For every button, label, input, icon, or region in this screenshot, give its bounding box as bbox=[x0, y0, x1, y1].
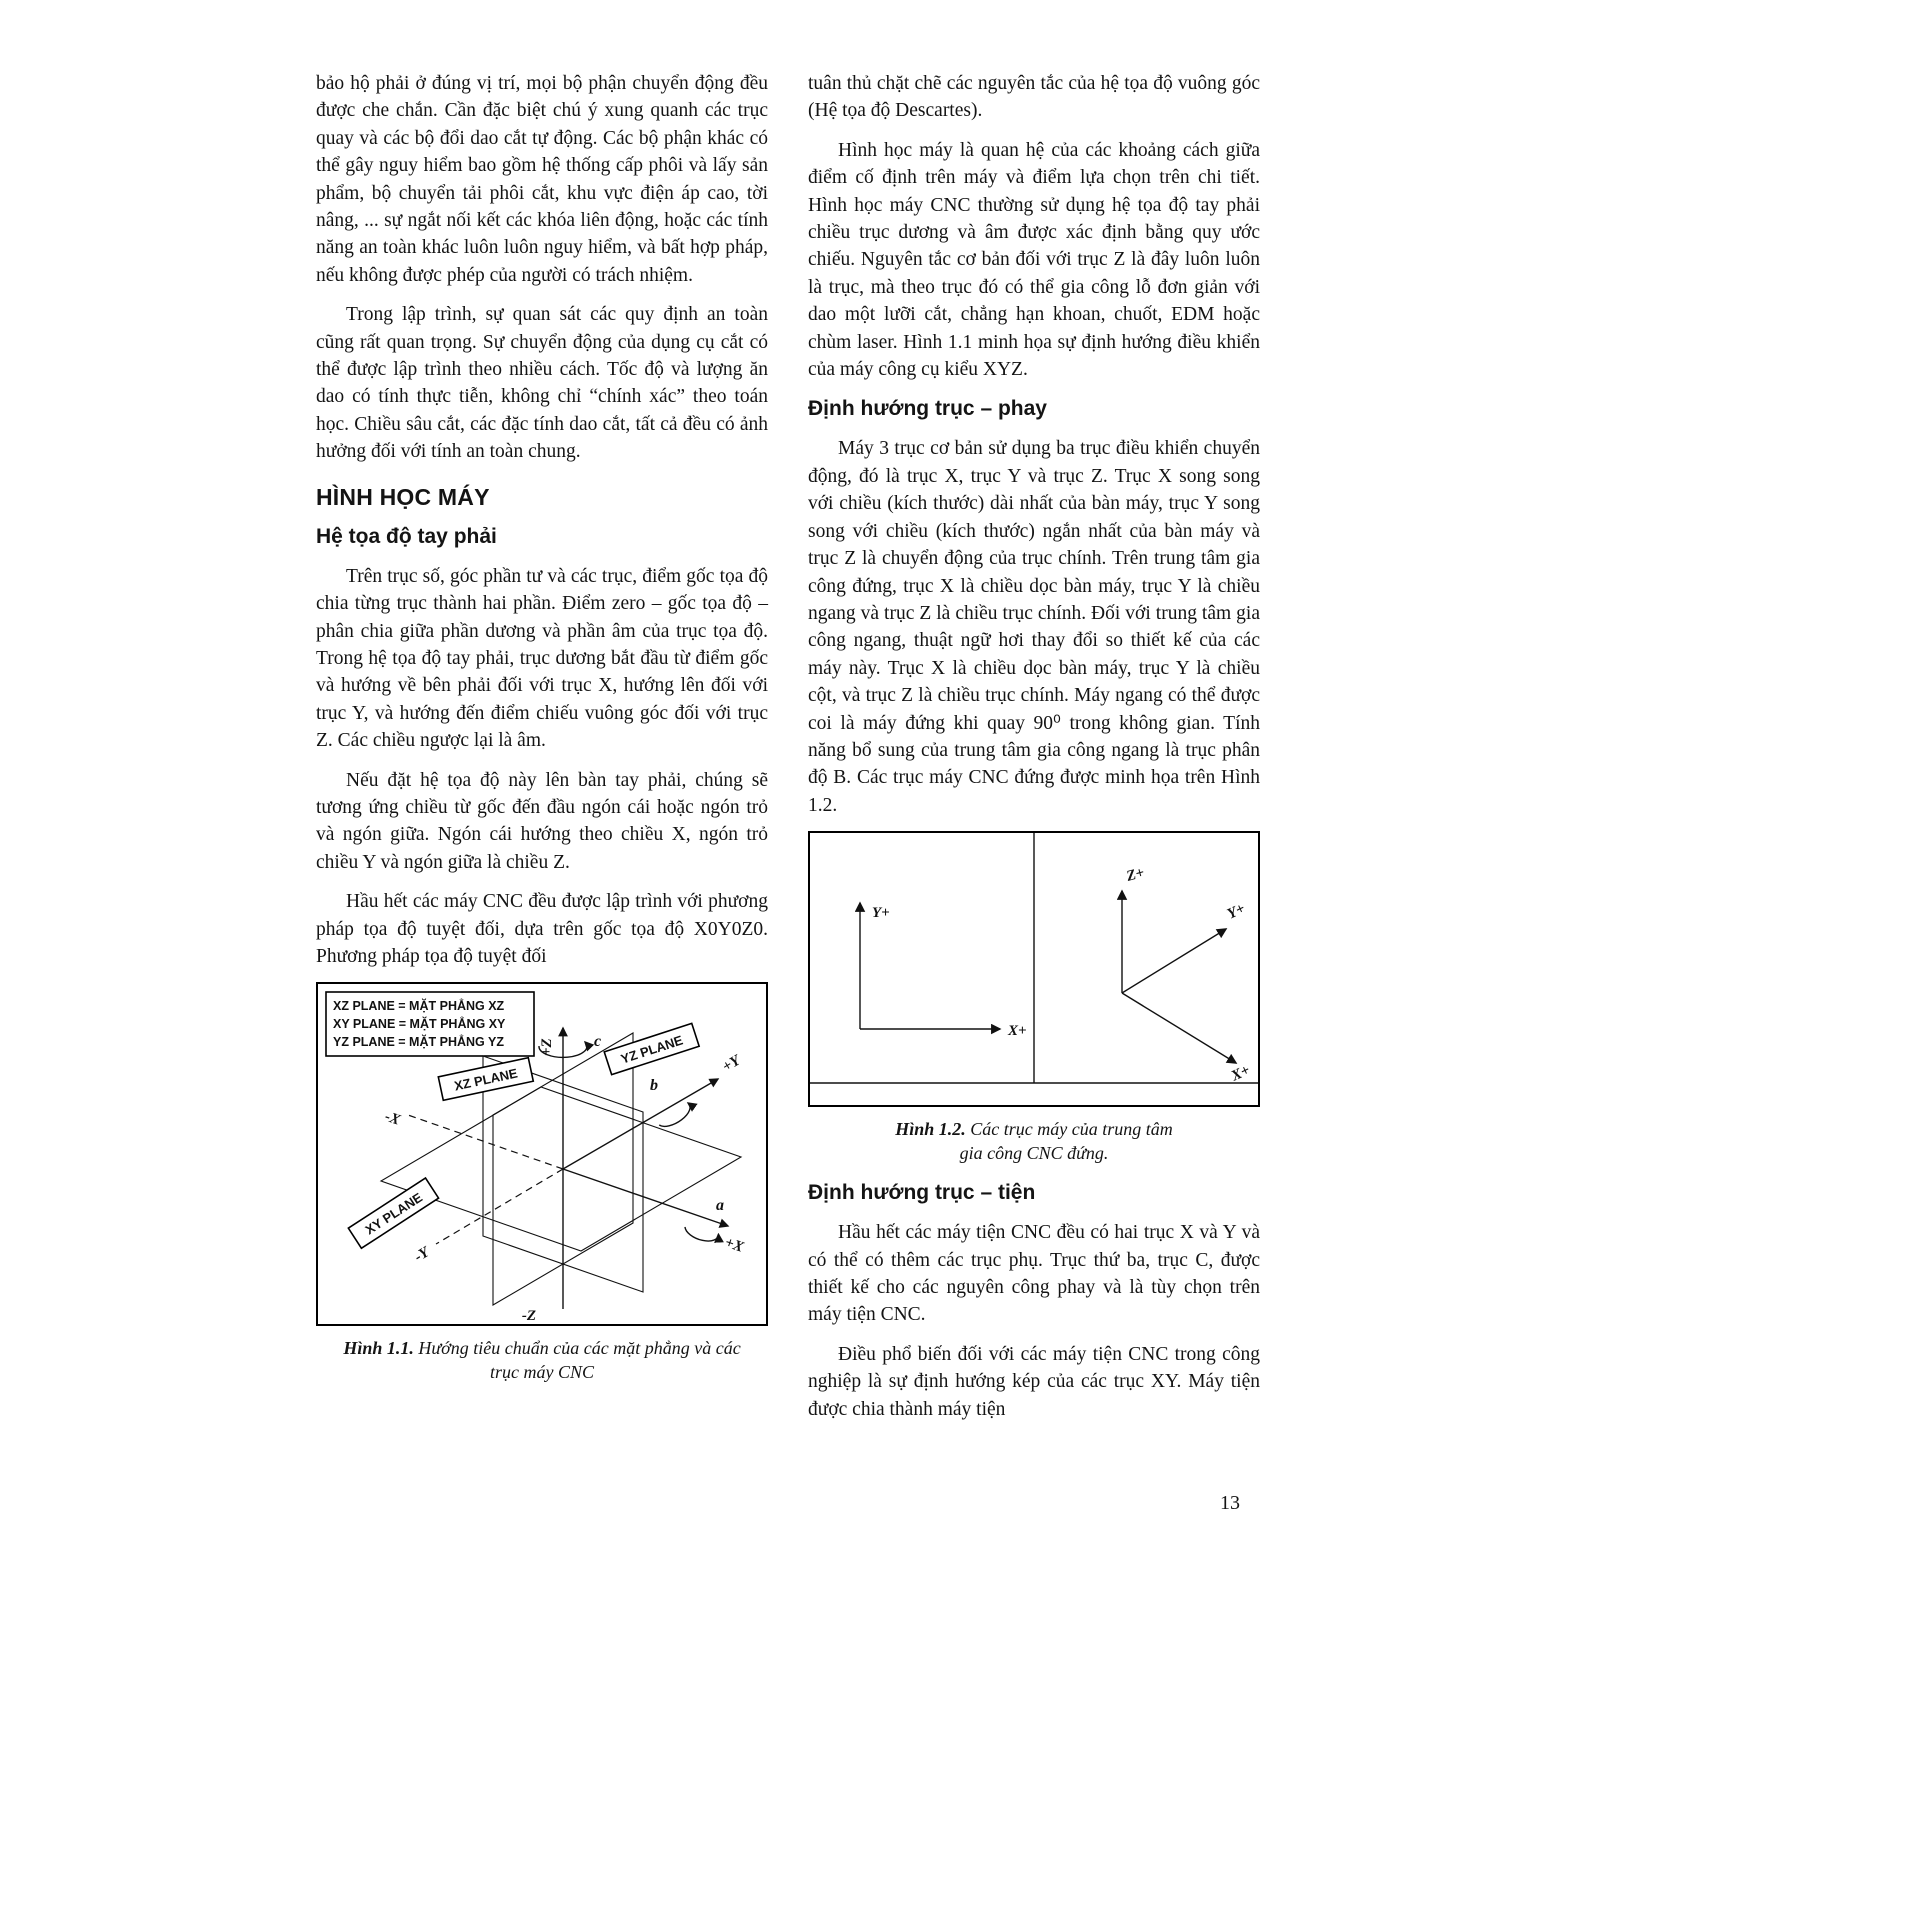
y-negative-label: -Y bbox=[411, 1244, 433, 1266]
page-number: 13 bbox=[1220, 1492, 1240, 1514]
figure-1-1-caption-text: Hướng tiêu chuẩn của các mặt phẳng và các trục máy CNC bbox=[413, 1338, 741, 1383]
y-positive-label: +Y bbox=[719, 1052, 744, 1076]
legend-line-yz: YZ PLANE = MẶT PHẲNG YZ bbox=[333, 1035, 504, 1050]
yz-plane-ribbon bbox=[604, 1024, 699, 1075]
paragraph-programming-safety: Trong lập trình, sự quan sát các quy định an toàn cũng rất quan trọng. Sự chuyển động của dụng cụ cắt có thể được lập trình theo nhiều cách. Tốc độ và lượng ăn dao có tính thực tiễn, không chỉ “chính xác” theo toán học. Chiều sâu cắt, các đặc tính dao cắt, tất cả đều có ảnh hưởng đối với tính an toàn chung. bbox=[316, 304, 768, 463]
b-rotation-label: b bbox=[650, 1077, 658, 1095]
heading-axis-orientation-turning: Định hướng trục – tiện bbox=[808, 1181, 1036, 1205]
xy-plane-ribbon bbox=[348, 1178, 438, 1248]
a-rotation-arrow bbox=[683, 1224, 719, 1246]
right-z-label: Z+ bbox=[1124, 864, 1147, 886]
b-rotation-arrow bbox=[657, 1103, 694, 1131]
figure-1-2-diagram bbox=[810, 833, 1258, 1105]
figure-1-1-legend bbox=[326, 992, 534, 1056]
paragraph-three-axis: Máy 3 trục cơ bản sử dụng ba trục điều khiển chuyển động, đó là trục X, trục Y và trục Z. Trục X song song với chiều (kích thước) dài nhất của bàn máy, trục Y song song với chiều (kích thước) ngắn nhất của bàn máy và trục Z là chuyển động của trục chính. Trên trung tâm gia công đứng, trục X là chiều dọc bàn máy, trục Y là chiều ngang và trục Z là chiều trục chính. Đối với trung tâm gia công ngang, thuật ngữ hơi thay đổi so thiết kế của các máy này. Trục X là chiều dọc bàn máy, trục Y là chiều cột, và trục Z là chiều trục chính. Máy ngang có thể được coi là máy đứng khi quay 90⁰ trong không gian. Tính năng bổ sung của trung tâm gia công ngang là trục phân độ B. Các trục máy CNC đứng được minh họa trên Hình 1.2. bbox=[808, 438, 1260, 816]
figure-1-1-diagram bbox=[318, 984, 766, 1324]
paragraph-right-hand: Nếu đặt hệ tọa độ này lên bàn tay phải, chúng sẽ tương ứng chiều từ gốc đến đầu ngón cái hoặc ngón trỏ và ngón giữa. Ngón cái hướng theo chiều X, ngón trỏ chiều Y và ngón giữa là chiều Z. bbox=[316, 769, 768, 873]
svg-text:XZ PLANE: XZ PLANE bbox=[452, 1065, 519, 1094]
x-axis-positive bbox=[563, 1169, 728, 1226]
right-y-axis bbox=[1122, 929, 1226, 993]
right-x-axis bbox=[1122, 993, 1236, 1063]
z-negative-label: -Z bbox=[521, 1308, 536, 1325]
figure-1-1-caption-label: Hình 1.1. bbox=[343, 1338, 414, 1359]
svg-text:XY PLANE: XY PLANE bbox=[362, 1190, 425, 1238]
left-y-label: Y+ bbox=[872, 905, 890, 922]
xz-plane-ribbon bbox=[438, 1058, 533, 1101]
page-content bbox=[316, 70, 1260, 1435]
figure-1-1 bbox=[316, 982, 768, 1326]
figure-1-2-caption-text: Các trục máy của trung tâm gia công CNC đứng. bbox=[959, 1119, 1173, 1164]
right-column bbox=[808, 70, 1260, 1435]
figure-1-2-caption bbox=[884, 1117, 1184, 1165]
heading-machine-geometry: HÌNH HỌC MÁY bbox=[316, 483, 490, 510]
figure-1-2 bbox=[808, 831, 1260, 1107]
legend-line-xz: XZ PLANE = MẶT PHẲNG XZ bbox=[333, 999, 505, 1014]
left-column bbox=[316, 70, 768, 1435]
paragraph-lathe-orientation: Điều phổ biến đối với các máy tiện CNC trong công nghiệp là sự định hướng kép của các trục XY. Máy tiện được chia thành máy tiện bbox=[808, 1343, 1260, 1420]
paragraph-number-line: Trên trục số, góc phần tư và các trục, điểm gốc tọa độ chia từng trục thành hai phần. Điểm zero – gốc tọa độ – phân chia giữa phần dương và phần âm của trục tọa độ. Trong hệ tọa độ tay phải, trục dương bắt đầu từ điểm gốc và hướng về bên phải đối với trục X, hướng lên đối với trục Y, và hướng đến điểm chiếu vuông góc đối với trục Z. Các chiều ngược lại là âm. bbox=[316, 565, 768, 752]
figure-1-2-caption-label: Hình 1.2. bbox=[895, 1119, 966, 1140]
paragraph-absolute-coordinates: Hầu hết các máy CNC đều được lập trình với phương pháp tọa độ tuyệt đối, dựa trên gốc tọa độ X0Y0Z0. Phương pháp tọa độ tuyệt đối bbox=[316, 891, 768, 967]
left-x-label: X+ bbox=[1008, 1023, 1027, 1040]
x-negative-label: -X bbox=[382, 1109, 403, 1130]
paragraph-cartesian-continued: tuân thủ chặt chẽ các nguyên tắc của hệ tọa độ vuông góc (Hệ tọa độ Descartes). bbox=[808, 73, 1260, 122]
xy-plane-shape bbox=[381, 1087, 741, 1251]
right-x-label: X+ bbox=[1228, 1062, 1253, 1085]
svg-text:YZ PLANE: YZ PLANE bbox=[618, 1032, 685, 1067]
x-positive-label: +X bbox=[722, 1235, 746, 1257]
x-axis-negative bbox=[408, 1115, 563, 1169]
paragraph-machine-geometry: Hình học máy là quan hệ của các khoảng cách giữa điểm cố định trên máy và điểm lựa chọn trên chi tiết. Hình học máy CNC thường sử dụng hệ tọa độ tay phải chiều trục dương và âm được xác định bằng quy ước chiếu. Nguyên tắc cơ bản đối với trục Z là đây luôn luôn là trục, mà theo trục đó có thể gia công lỗ đơn giản với dao một lưỡi cắt, chẳng hạn khoan, chuốt, EDM hoặc chùm laser. Hình 1.1 minh họa sự định hướng điều khiển của máy công cụ kiểu XYZ. bbox=[808, 139, 1260, 381]
right-y-label: Y+ bbox=[1224, 900, 1248, 923]
z-positive-label: +Z bbox=[539, 1038, 555, 1057]
figure-1-1-caption bbox=[332, 1336, 752, 1384]
heading-axis-orientation-milling: Định hướng trục – phay bbox=[808, 397, 1047, 421]
c-rotation-label: c bbox=[594, 1033, 602, 1051]
paragraph-safety-continued: bảo hộ phải ở đúng vị trí, mọi bộ phận chuyển động đều được che chắn. Cần đặc biệt chú ý xung quanh các trục quay và các bộ đổi dao cắt tự động. Các bộ phận khác có thể gây nguy hiểm bao gồm hệ thống cấp phôi và lấy sản phẩm, bộ chuyển tải phôi cắt, khu vực điện áp cao, tời nâng, ... sự ngắt nối kết các khóa liên động, hoặc các tính năng an toàn khác luôn luôn nguy hiểm, và bất hợp pháp, nếu không được phép của người có trách nhiệm. bbox=[316, 73, 768, 286]
legend-line-xy: XY PLANE = MẶT PHẲNG XY bbox=[333, 1017, 506, 1032]
a-rotation-label: a bbox=[716, 1197, 724, 1215]
heading-right-hand-coordinates: Hệ tọa độ tay phải bbox=[316, 524, 497, 548]
paragraph-lathe-axes: Hầu hết các máy tiện CNC đều có hai trục X và Y và có thể có thêm các trục phụ. Trục thứ ba, trục C, được thiết kế cho các nguyên công phay và là tùy chọn trên máy tiện CNC. bbox=[808, 1222, 1260, 1326]
